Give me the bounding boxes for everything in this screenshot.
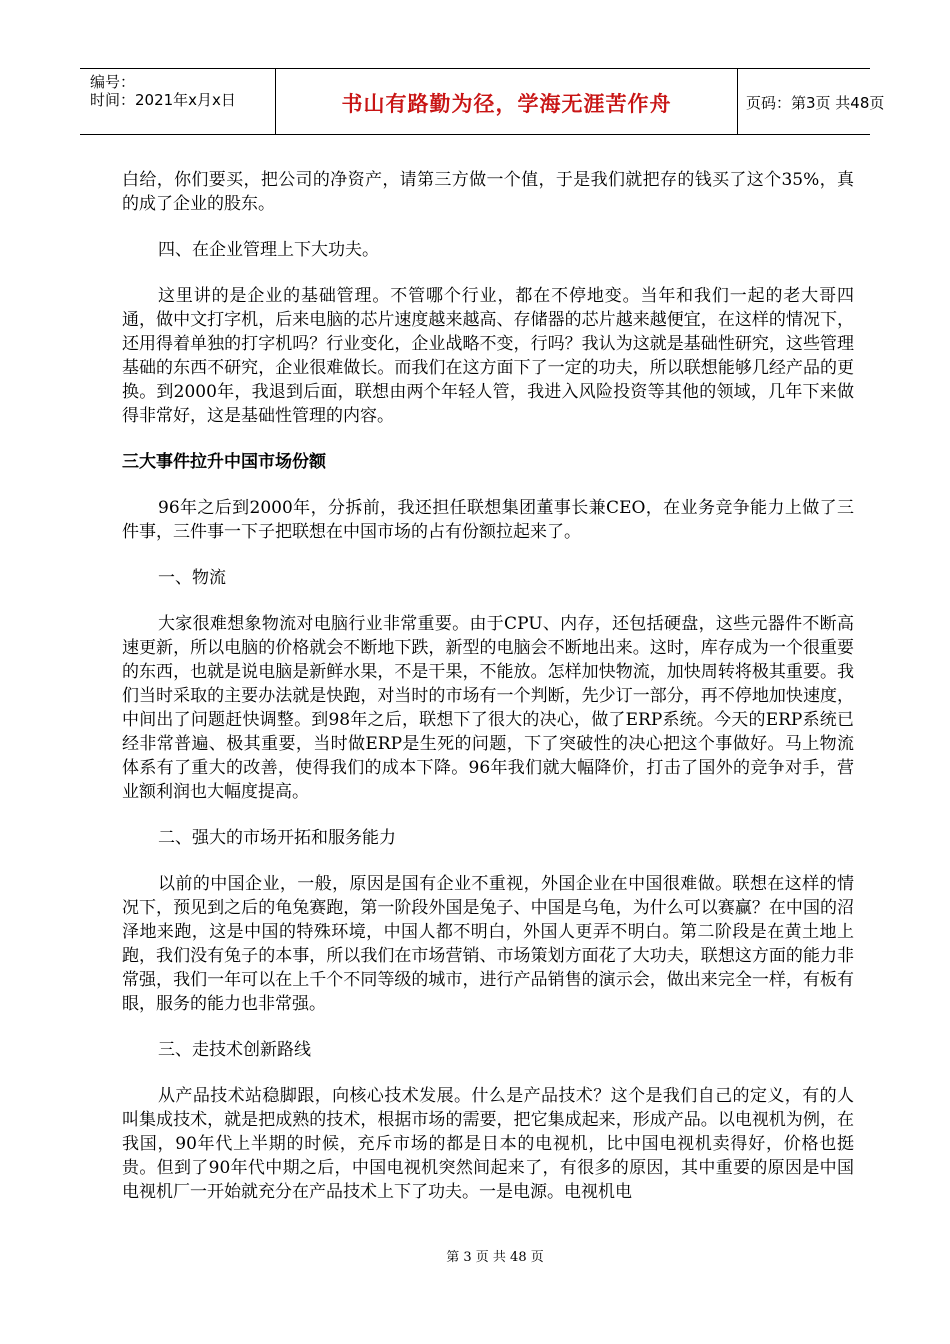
body-paragraph: 从产品技术站稳脚跟，向核心技术发展。什么是产品技术？这个是我们自己的定义，有的人叫集成技术，就是把成熟的技术，根据市场的需要，把它集成起来，形成产品。以电视机为例，在我国，90年代上半期的时候，充斥市场的都是日本的电视机，比中国电视机卖得好，价格也挺贵。但到了90年代中期之后，中国电视机突然间起来了，有很多的原因，其中重要的原因是中国电视机厂一开始就充分在产品技术上下了功夫。一是电源。电视机电 — [122, 1086, 854, 1202]
header-meta-cell — [80, 69, 276, 134]
body-paragraph: 以前的中国企业，一般，原因是国有企业不重视，外国企业在中国很难做。联想在这样的情况下，预见到之后的龟兔赛跑，第一阶段外国是兔子、中国是乌龟，为什么可以赛赢？在中国的沼泽地来跑，这是中国的特殊环境，中国人都不明白，外国人更弄不明白。第二阶段是在黄土地上跑，我们没有兔子的本事，所以我们在市场营销、市场策划方面花了大功夫，联想这方面的能力非常强，我们一年可以在上千个不同等级的城市，进行产品销售的演示会，做出来完全一样，有板有眼，服务的能力也非常强。 — [122, 874, 854, 1014]
body-paragraph: 96年之后到2000年，分拆前，我还担任联想集团董事长兼CEO，在业务竞争能力上做了三件事，三件事一下子把联想在中国市场的占有份额拉起来了。 — [122, 498, 854, 542]
header-page-cell — [738, 69, 885, 134]
header-motto-cell — [276, 69, 738, 134]
body-paragraph: 这里讲的是企业的基础管理。不管哪个行业，都在不停地变。当年和我们一起的老大哥四通，做中文打字机，后来电脑的芯片速度越来越高、存储器的芯片越来越便宜，在这样的情况下，还用得着单独的打字机吗？行业变化，企业战略不变，行吗？我认为这就是基础性研究，这些管理基础的东西不研究，企业很难做长。而我们在这方面下了一定的功夫，所以联想能够几经产品的更换。到2000年，我退到后面，联想由两个年轻人管，我进入风险投资等其他的领域，几年下来做得非常好，这是基础性管理的内容。 — [122, 286, 854, 426]
document-time-label: 时间：2021年x月x日 — [90, 91, 236, 109]
body-paragraph: 四、在企业管理上下大功夫。 — [158, 240, 379, 260]
header-motto: 书山有路勤为径，学海无涯苦作舟 — [341, 92, 672, 116]
body-paragraph: 大家很难想象物流对电脑行业非常重要。由于CPU、内存，还包括硬盘，这些元器件不断高速更新，所以电脑的价格就会不断地下跌，新型的电脑会不断地出来。这时，库存成为一个很重要的东西，也就是说电脑是新鲜水果，不是干果，不能放。怎样加快物流，加快周转将极其重要。我们当时采取的主要办法就是快跑，对当时的市场有一个判断，先少订一部分，再不停地加快速度，中间出了问题赶快调整。到98年之后，联想下了很大的决心，做了ERP系统。今天的ERP系统已经非常普遍、极其重要，当时做ERP是生死的问题，下了突破性的决心把这个事做好。马上物流体系有了重大的改善，使得我们的成本下降。96年我们就大幅降价，打击了国外的竞争对手，营业额利润也大幅度提高。 — [122, 614, 854, 802]
document-body — [122, 168, 854, 1226]
header-page-number: 页码：第3页 共48页 — [746, 94, 885, 112]
section-heading: 三大事件拉升中国市场份额 — [122, 452, 326, 472]
page-header — [80, 68, 885, 135]
body-paragraph: 二、强大的市场开拓和服务能力 — [158, 828, 396, 848]
document-number-label: 编号： — [90, 73, 136, 91]
body-paragraph: 一、物流 — [158, 568, 226, 588]
body-paragraph: 三、走技术创新路线 — [158, 1040, 311, 1060]
body-paragraph: 白给，你们要买，把公司的净资产，请第三方做一个值，于是我们就把存的钱买了这个35%，真的成了企业的股东。 — [122, 170, 854, 214]
page-footer: 第 3 页 共 48 页 — [446, 1250, 544, 1265]
